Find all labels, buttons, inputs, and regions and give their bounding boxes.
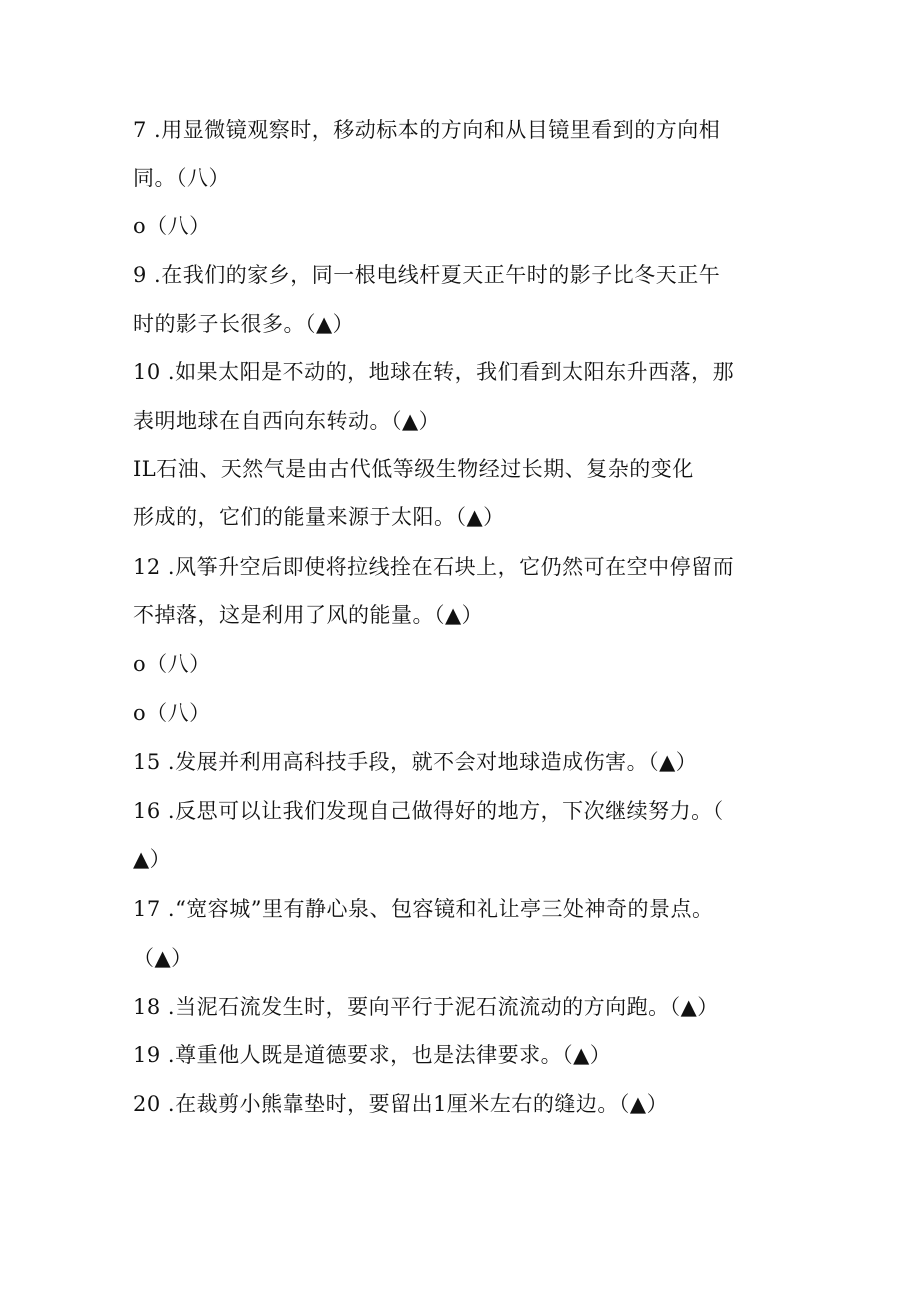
question-18-line: 18 .当泥石流发生时，要向平行于泥石流流动的方向跑。（▲） <box>133 995 719 1019</box>
question-13-line: o（八） <box>133 652 211 676</box>
question-9-line-1: 9 .在我们的家乡，同一根电线杆夏天正午时的影子比冬天正午 <box>133 263 721 287</box>
question-7-line-2: 同。（八） <box>133 166 230 190</box>
question-16-line-1: 16 .反思可以让我们发现自己做得好的地方，下次继续努力。（ <box>133 799 724 823</box>
question-17-line-1: 17 .“宽容城”里有静心泉、包容镜和礼让亭三处神奇的景点。 <box>133 897 714 921</box>
question-11-line-1: IL石油、天然气是由古代低等级生物经过长期、复杂的变化 <box>133 457 694 481</box>
question-10-line-1: 10 .如果太阳是不动的，地球在转，我们看到太阳东升西落，那 <box>133 360 735 384</box>
question-7-line-1: 7 .用显微镜观察时，移动标本的方向和从目镜里看到的方向相 <box>133 118 721 142</box>
question-15-line: 15 .发展并利用高科技手段，就不会对地球造成伤害。（▲） <box>133 750 698 774</box>
question-11-line-2: 形成的，它们的能量来源于太阳。（▲） <box>133 505 505 529</box>
question-9-line-2: 时的影子长很多。（▲） <box>133 312 355 336</box>
question-12-line-2: 不掉落，这是利用了风的能量。（▲） <box>133 603 484 627</box>
question-8-line: o（八） <box>133 214 211 238</box>
question-16-line-2: ▲） <box>133 847 172 871</box>
question-14-line: o（八） <box>133 701 211 725</box>
question-12-line-1: 12 .风筝升空后即使将拉线拴在石块上，它仍然可在空中停留而 <box>133 555 735 579</box>
question-20-line: 20 .在裁剪小熊靠垫时，要留出1厘米左右的缝边。（▲） <box>133 1092 669 1116</box>
question-10-line-2: 表明地球在自西向东转动。（▲） <box>133 409 441 433</box>
question-17-line-2: （▲） <box>133 946 193 970</box>
question-19-line: 19 .尊重他人既是道德要求，也是法律要求。（▲） <box>133 1043 612 1067</box>
